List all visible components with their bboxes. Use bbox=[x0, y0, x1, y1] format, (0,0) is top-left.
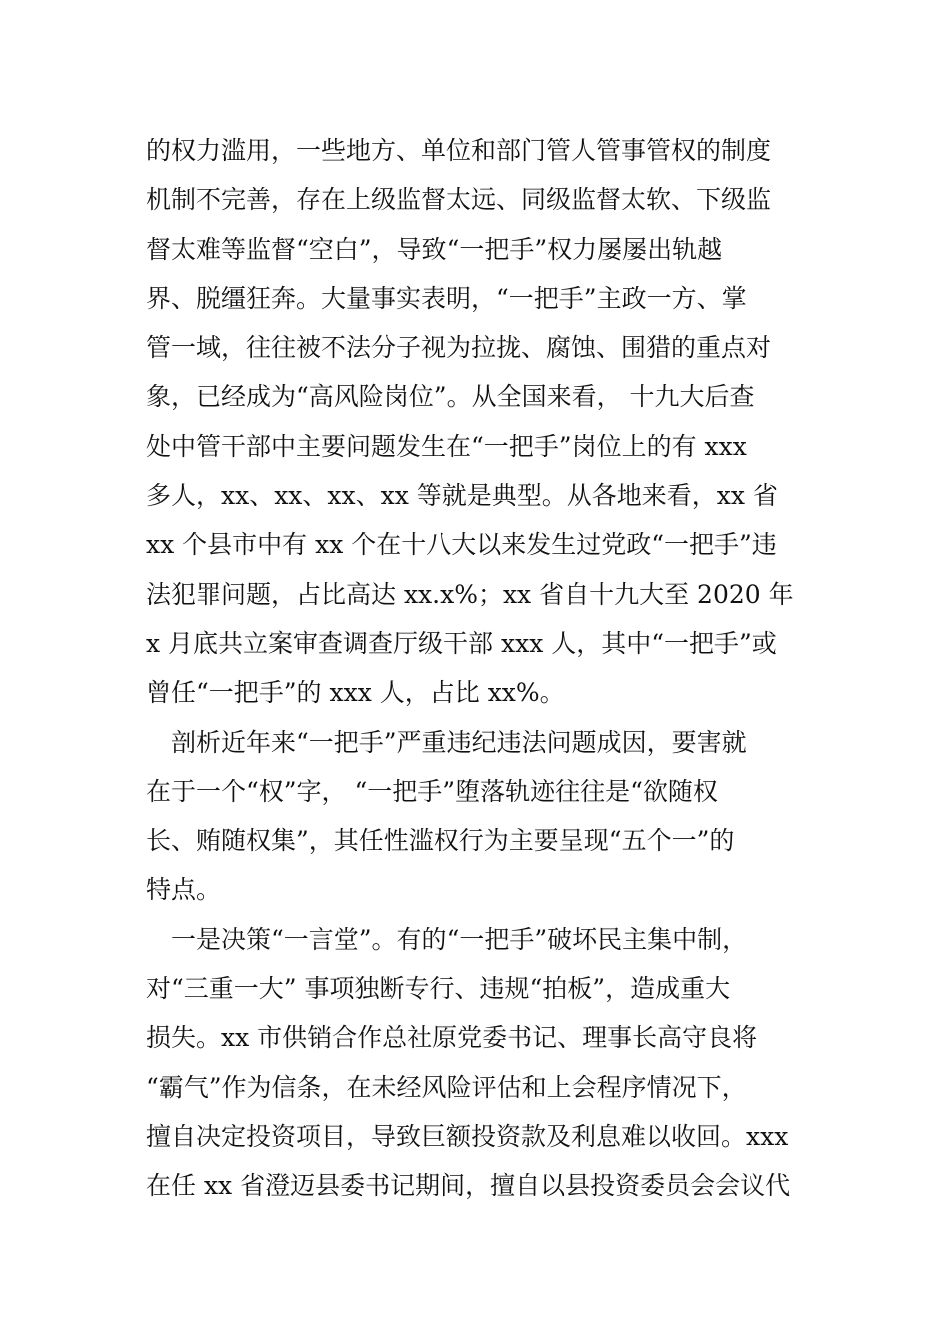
text-line: 象，已经成为“高风险岗位”。从全国来看， 十九大后查 bbox=[146, 382, 755, 412]
text-line: 在任 xx 省澄迈县委书记期间，擅自以县投资委员会会议代 bbox=[146, 1171, 791, 1201]
text-line: 长、贿随权集”，其任性滥权行为主要呈现“五个一”的 bbox=[146, 826, 735, 856]
text-line: xx 个县市中有 xx 个在十八大以来发生过党政“一把手”违 bbox=[146, 530, 777, 560]
text-line: 擅自决定投资项目，导致巨额投资款及利息难以收回。xxx bbox=[146, 1121, 789, 1151]
text-line: 对“三重一大” 事项独断专行、违规“拍板”，造成重大 bbox=[146, 974, 731, 1004]
text-line: 机制不完善，存在上级监督太远、同级监督太软、下级监 bbox=[146, 185, 772, 215]
text-line: 督太难等监督“空白”，导致“一把手”权力屡屡出轨越 bbox=[146, 234, 723, 264]
text-line: 处中管干部中主要问题发生在“一把手”岗位上的有 xxx bbox=[146, 431, 747, 461]
text-line: 曾任“一把手”的 xxx 人，占比 xx%。 bbox=[146, 678, 565, 708]
text-line: “霸气”作为信条，在未经风险评估和上会程序情况下， bbox=[146, 1072, 747, 1102]
text-line: x 月底共立案审查调查厅级干部 xxx 人，其中“一把手”或 bbox=[146, 628, 777, 658]
text-line: 的权力滥用，一些地方、单位和部门管人管事管权的制度 bbox=[146, 136, 772, 165]
text-line: 一是决策“一言堂”。有的“一把手”破坏民主集中制， bbox=[146, 924, 748, 954]
text-line: 特点。 bbox=[146, 875, 222, 905]
body-text bbox=[146, 126, 810, 1211]
text-line: 损失。xx 市供销合作总社原党委书记、理事长高守良将 bbox=[146, 1023, 758, 1053]
text-line: 管一域，往往被不法分子视为拉拢、腐蚀、围猎的重点对 bbox=[146, 333, 772, 363]
text-line: 剖析近年来“一把手”严重违纪违法问题成因，要害就 bbox=[146, 727, 747, 757]
text-line: 在于一个“权”字， “一把手”堕落轨迹往往是“欲随权 bbox=[146, 776, 718, 806]
text-line: 多人，xx、xx、xx、xx 等就是典型。从各地来看，xx 省 bbox=[146, 481, 778, 511]
text-line: 法犯罪问题，占比高达 xx.x%；xx 省自十九大至 2020 年 bbox=[146, 579, 794, 609]
text-line: 界、脱缰狂奔。大量事实表明，“一把手”主政一方、掌 bbox=[146, 283, 747, 313]
